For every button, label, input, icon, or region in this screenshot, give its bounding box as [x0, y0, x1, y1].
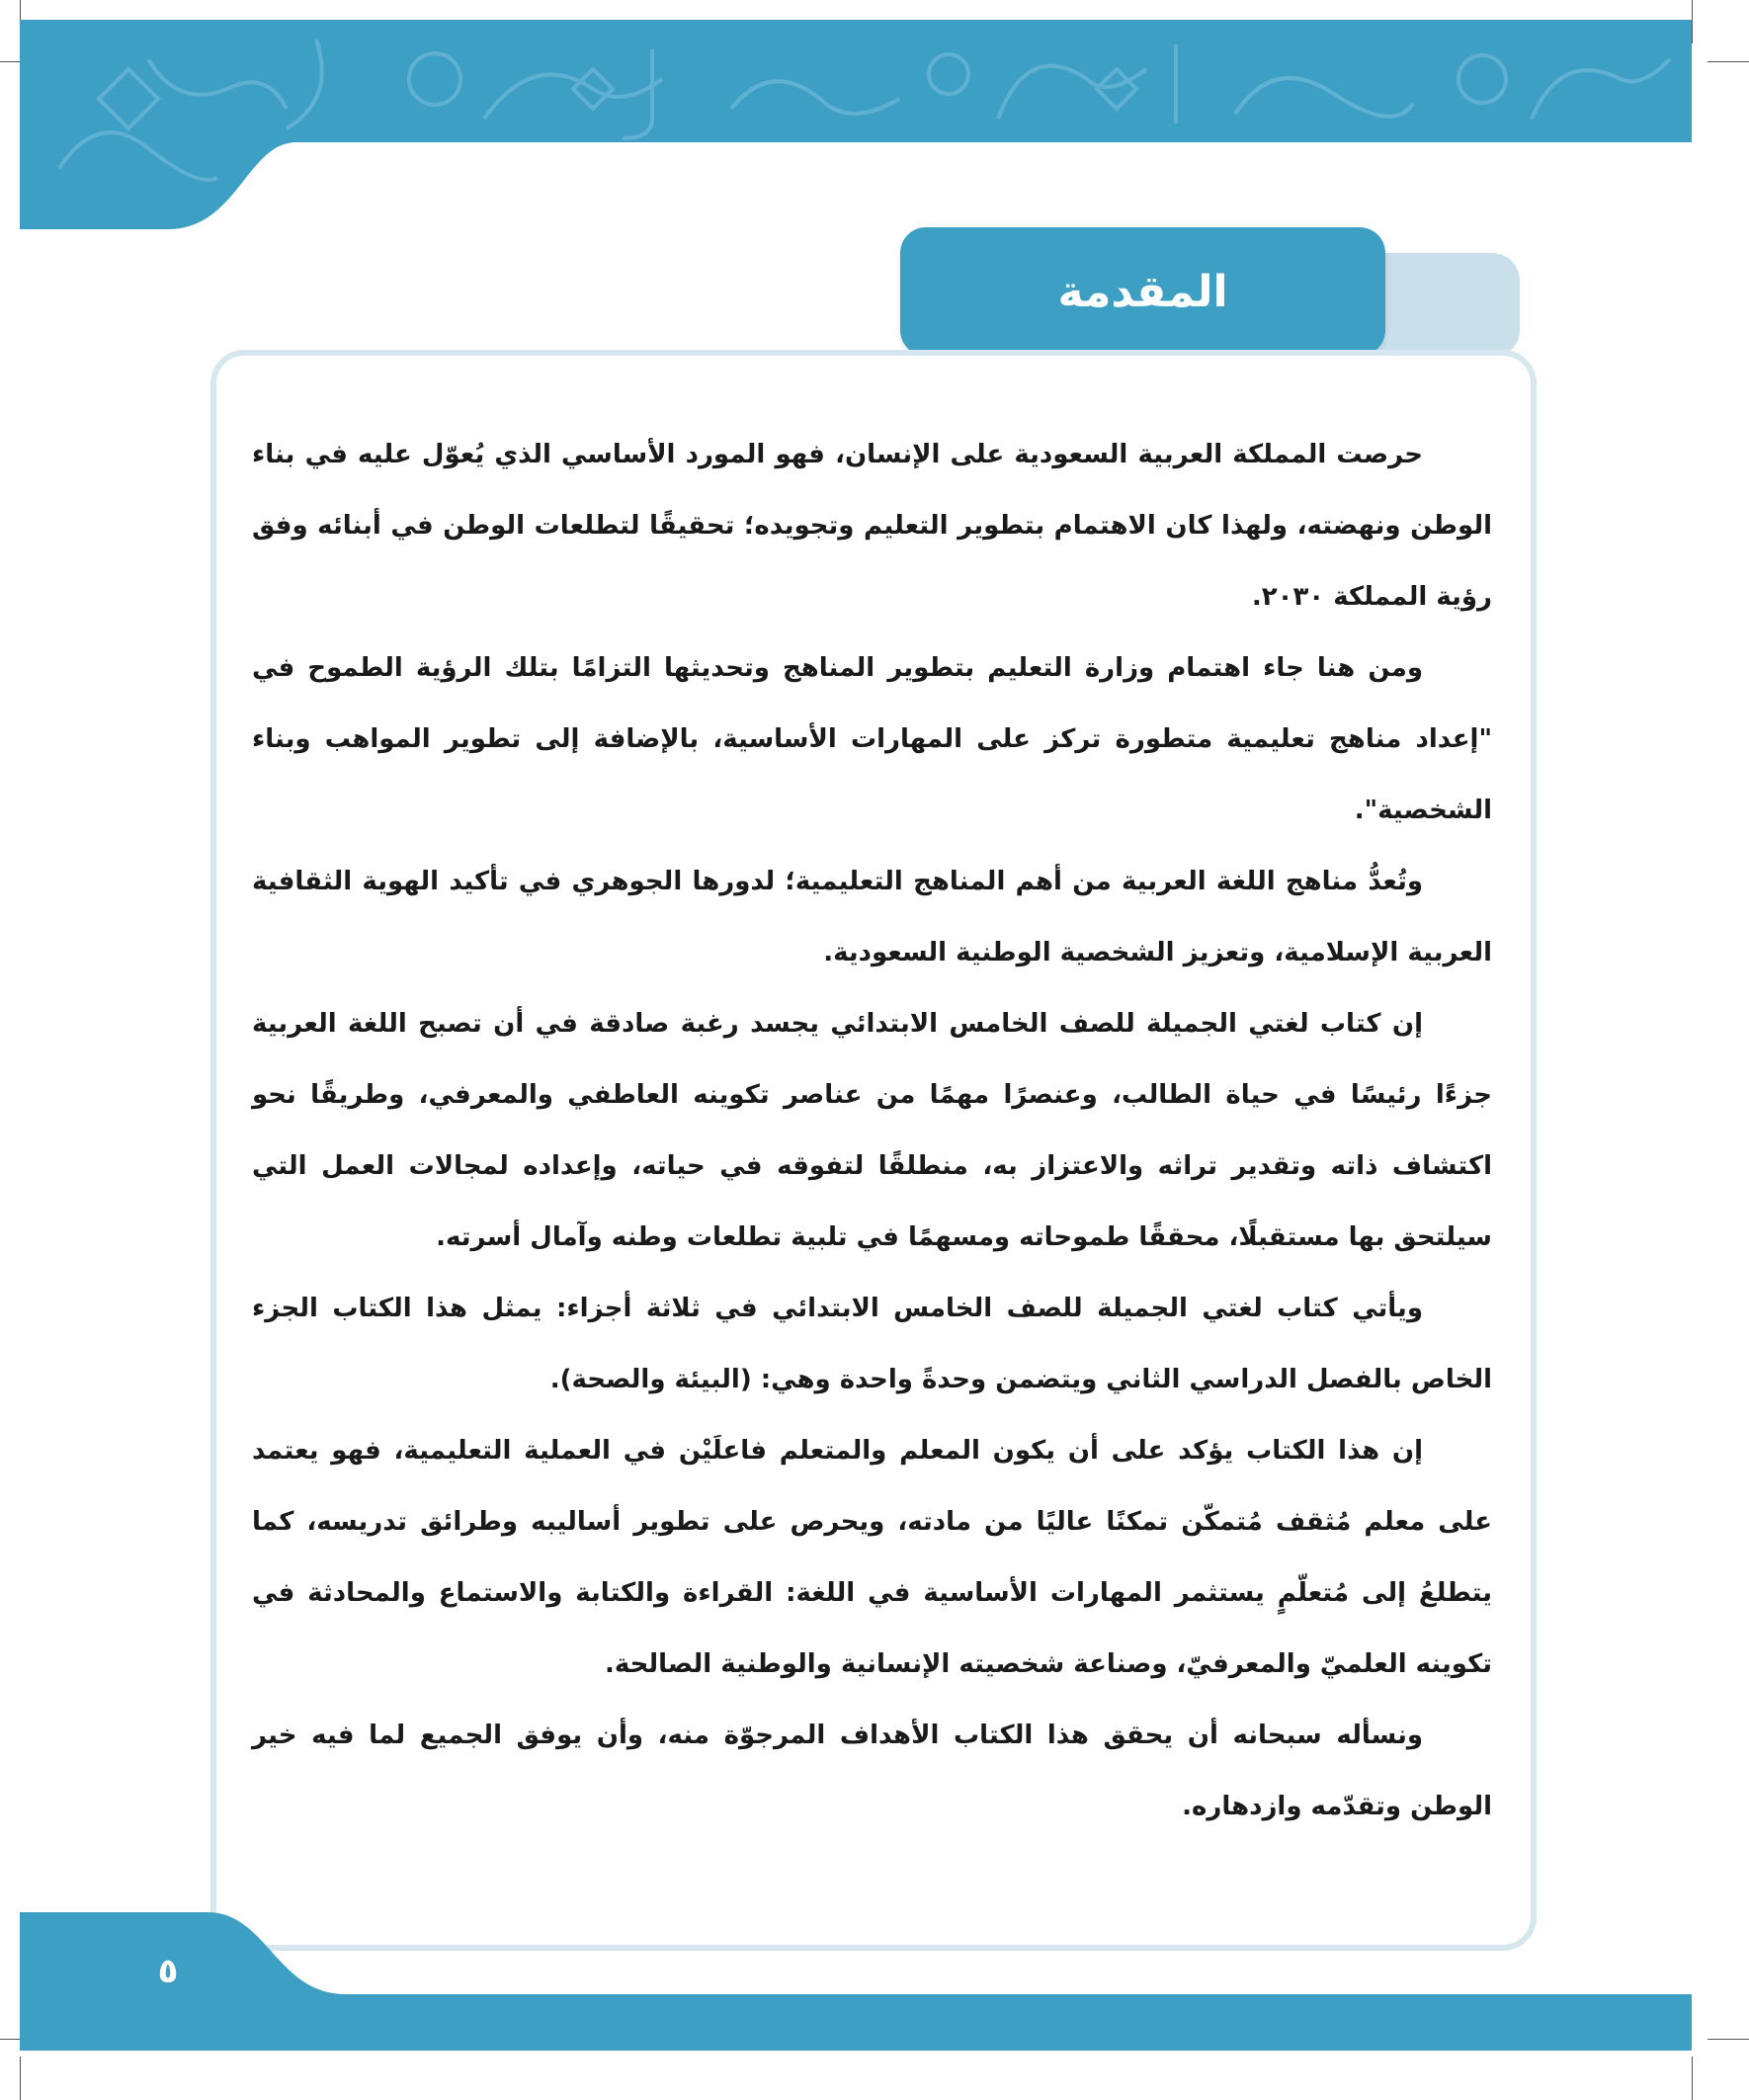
header-banner — [20, 20, 1692, 229]
paragraph: إن هذا الكتاب يؤكد على أن يكون المعلم والمتعلم فاعلَيْن في العملية التعليمية، فهو يعتمد على معلم مُثقف مُتمكّن تمكنًا عاليًا من مادته، ويحرص على تطوير أساليبه وطرائق تدريسه، كما يتطلعُ إلى مُتعلّمٍ يستثمر المهارات الأساسية في اللغة: القراءة والكتابة والاستماع والمحادثة في تكوينه العلميّ والمعرفيّ، وصناعة شخصيته الإنسانية والوطنية الصالحة. — [252, 1436, 1492, 1679]
title-tab — [900, 227, 1385, 356]
paragraph: إن كتاب لغتي الجميلة للصف الخامس الابتدائي يجسد رغبة صادقة في أن تصبح اللغة العربية جزءًا رئيسًا في حياة الطالب، وعنصرًا مهمًا من عناصر تكوينه العاطفي والمعرفي، وطريقًا نحو اكتشاف ذاته وتقدير تراثه والاعتزاز به، منطلقًا لتفوقه في حياته، وإعداده لمجالات العمل التي سيلتحق بها مستقبلًا، محققًا طموحاته ومسهمًا في تلبية تطلعات وطنه وآمال أسرته. — [252, 1009, 1492, 1252]
paragraph: ويأتي كتاب لغتي الجميلة للصف الخامس الابتدائي في ثلاثة أجزاء: يمثل هذا الكتاب الجزء الخاص بالفصل الدراسي الثاني ويتضمن وحدةً واحدة وهي: (البيئة والصحة). — [252, 1294, 1492, 1394]
crop-mark — [1707, 2039, 1749, 2040]
crop-mark — [1692, 0, 1693, 43]
paragraph: حرصت المملكة العربية السعودية على الإنسان، فهو المورد الأساسي الذي يُعوّل عليه في بناء الوطن ونهضته، ولهذا كان الاهتمام بتطوير التعليم وتجويده؛ تحقيقًا لتطلعات الوطن في أبنائه وفق رؤية المملكة ٢٠٣٠. — [252, 440, 1492, 612]
paragraph: وتُعدُّ مناهج اللغة العربية من أهم المناهج التعليمية؛ لدورها الجوهري في تأكيد الهوية الثقافية العربية الإسلامية، وتعزيز الشخصية الوطنية السعودية. — [252, 867, 1492, 967]
page-number: ٥ — [157, 1952, 179, 1991]
page-title: المقدمة — [1057, 266, 1228, 317]
paragraph: ونسأله سبحانه أن يحقق هذا الكتاب الأهداف المرجوّة منه، وأن يوفق الجميع لما فيه خير الوطن وتقدّمه وازدهاره. — [252, 1721, 1492, 1821]
crop-mark — [1707, 61, 1749, 62]
footer-banner — [20, 1912, 1692, 2075]
crop-mark — [1692, 2057, 1693, 2100]
introduction-text — [252, 419, 1492, 1842]
paragraph: ومن هنا جاء اهتمام وزارة التعليم بتطوير المناهج وتحديثها التزامًا بتلك الرؤية الطموح في "إعداد مناهج تعليمية متطورة تركز على المهارات الأساسية، بالإضافة إلى تطوير المواهب وبناء الشخصية". — [252, 653, 1492, 825]
